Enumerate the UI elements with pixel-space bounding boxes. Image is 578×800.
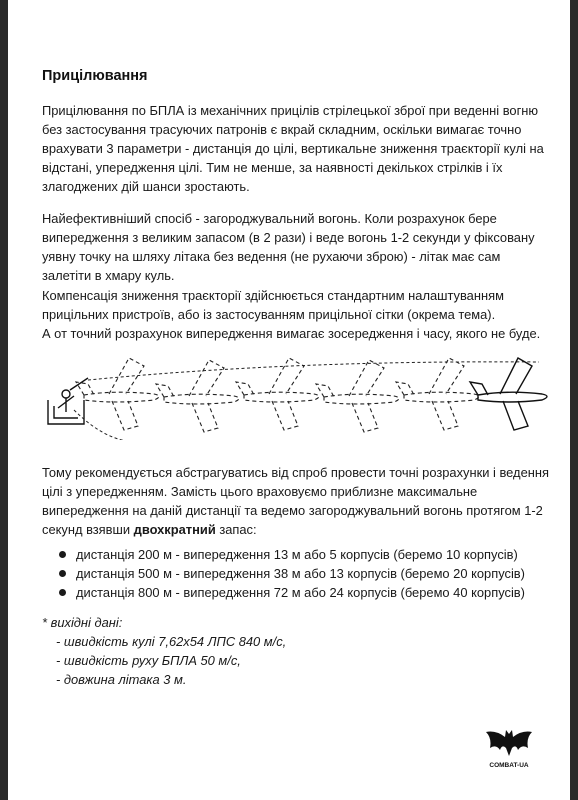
notes-item: - швидкість кулі 7,62х54 ЛПС 840 м/с, bbox=[56, 634, 287, 649]
source-data-notes bbox=[42, 613, 286, 689]
list-item: дистанція 800 м - випередження 72 м або 24 корпусів (беремо 40 корпусів) bbox=[56, 583, 556, 602]
notes-item: - швидкість руху БПЛА 50 м/с, bbox=[56, 653, 241, 668]
emphasis-text: двохкратний bbox=[133, 522, 216, 537]
paragraph-line: випередження з великим запасом (в 2 рази) і веде вогонь 1-2 секунди у фіксовану bbox=[42, 230, 535, 245]
text-run: секунд взявши bbox=[42, 522, 134, 537]
paragraph-compensation bbox=[42, 286, 564, 343]
gunner-figure bbox=[48, 378, 88, 424]
list-item: дистанція 200 м - випередження 13 м або 5 корпусів (беремо 10 корпусів) bbox=[56, 545, 556, 564]
paragraph-barrage-fire bbox=[42, 209, 564, 285]
page-heading: Прицілювання bbox=[42, 68, 148, 84]
paragraph-line: цілі з упередженням. Замість цього враховуємо приблизне максимальне bbox=[42, 484, 478, 499]
aircraft-silhouettes bbox=[76, 358, 479, 432]
lead-illustration bbox=[44, 350, 550, 440]
lead-distance-list bbox=[56, 545, 556, 602]
paragraph-line: Найефективніший спосіб - загороджувальний вогонь. Коли розрахунок бере bbox=[42, 211, 497, 226]
list-item: дистанція 500 м - випередження 38 м або 13 корпусів (беремо 20 корпусів) bbox=[56, 564, 556, 583]
paragraph-line: Тому рекомендується абстрагуватись від спроб провести точні розрахунки і ведення bbox=[42, 465, 549, 480]
paragraph-line: Прицілювання по БПЛА із механічних прицілів стрілецької зброї при веденні вогню bbox=[42, 103, 539, 118]
text-run: запас: bbox=[215, 522, 257, 537]
paragraph-line: відстані, упередження цілі. Тим не менше, за наявності декількох стрілків і їх bbox=[42, 160, 503, 175]
notes-item: - довжина літака 3 м. bbox=[56, 672, 187, 687]
paragraph-line: залетіти в хмару куль. bbox=[42, 268, 175, 283]
paragraph-recommendation bbox=[42, 463, 564, 539]
paragraph-intro bbox=[42, 101, 564, 196]
document-page bbox=[8, 0, 570, 800]
paragraph-line bbox=[42, 520, 564, 539]
bat-icon bbox=[486, 730, 532, 756]
aircraft-solid bbox=[470, 358, 547, 430]
paragraph-line: уявну точку на шляху літака без ведення (не рухаючи зброю) - літак має сам bbox=[42, 249, 501, 264]
paragraph-line: Компенсація зниження траєкторії здійснюється стандартним налаштуванням bbox=[42, 288, 504, 303]
notes-title: * вихідні дані: bbox=[42, 615, 123, 630]
paragraph-line: врахувати 3 параметри - дистанція до цілі, вертикальне зниження траєкторії кулі на bbox=[42, 141, 544, 156]
paragraph-line: випередження на даній дистанції та ведемо загороджувальний вогонь протягом 1-2 bbox=[42, 503, 543, 518]
paragraph-line: без застосування трасуючих патронів є вкрай складним, оскільки вимагає точно bbox=[42, 122, 522, 137]
paragraph-line: прицільних пристроїв, або із застосуванням прицільної сітки (окрема тема). bbox=[42, 307, 496, 322]
paragraph-line: А от точний розрахунок випередження вимагає зосередження і часу, якого не буде. bbox=[42, 326, 541, 341]
logo-text: COMBAT-UA bbox=[489, 762, 529, 769]
paragraph-line: злагоджених дій шанси зростають. bbox=[42, 179, 250, 194]
combat-ua-logo bbox=[484, 726, 534, 774]
